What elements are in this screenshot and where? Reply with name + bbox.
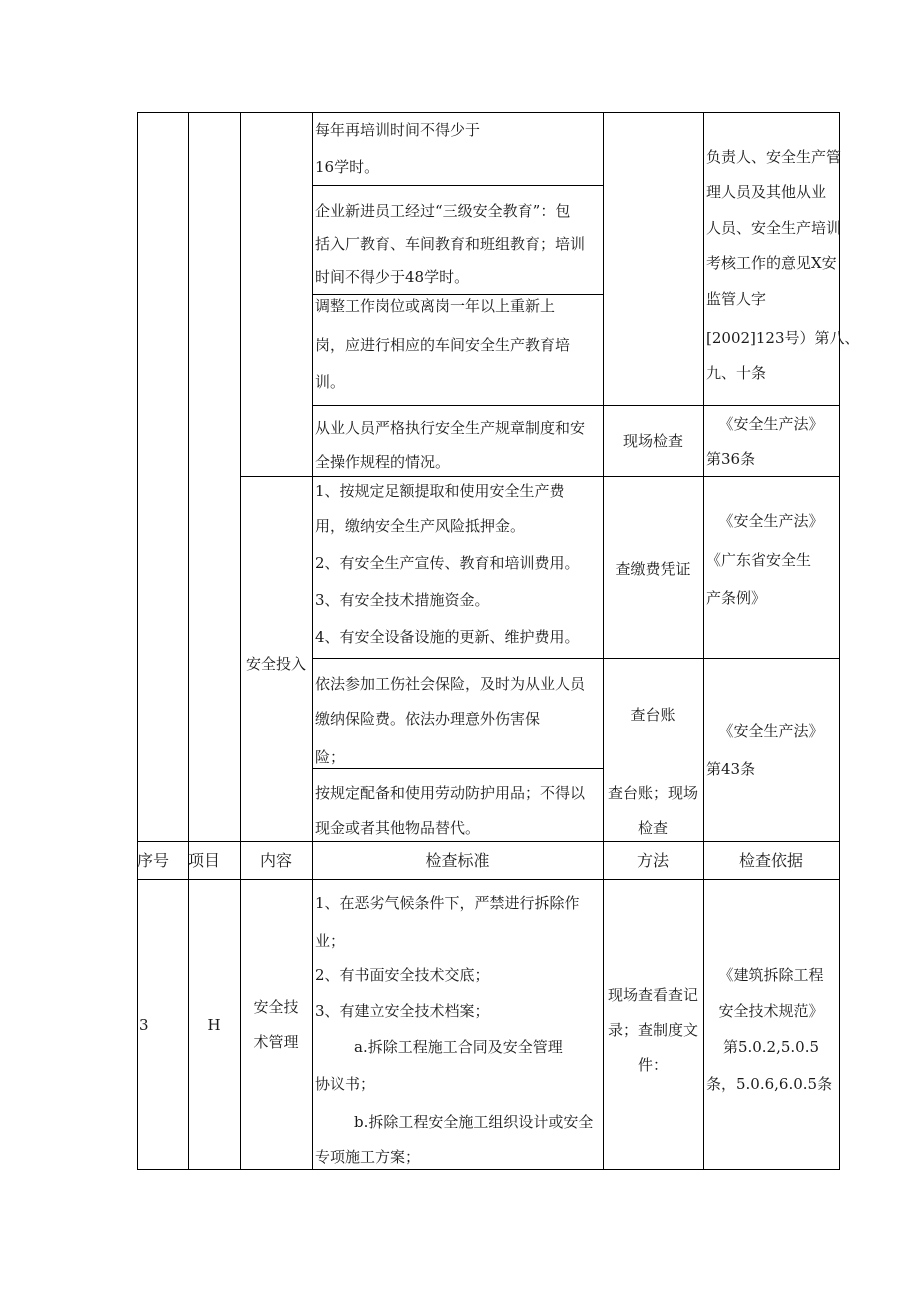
text-line: 检查	[637, 819, 668, 837]
text-line: a.拆除工程施工合同及安全管理	[354, 1038, 563, 1056]
rule	[137, 841, 840, 842]
text-line: b.拆除工程安全施工组织设计或安全	[354, 1113, 594, 1131]
text-line: 按规定配备和使用劳动防护用品；不得以	[315, 784, 586, 802]
text-line: 依法参加工伤社会保险，及时为从业人员	[315, 675, 586, 693]
text-line: [2002]123号）第八、	[706, 329, 860, 347]
rule	[137, 1169, 840, 1170]
rule	[312, 658, 840, 659]
rule	[839, 112, 840, 1170]
text-line: 录；查制度文	[607, 1021, 698, 1039]
text-line: 考核工作的意见X安	[706, 254, 837, 272]
text-line: 理人员及其他从业	[706, 183, 827, 201]
text-line: 《广东省安全生	[706, 551, 812, 569]
text-line: 时间不得少于48学时。	[315, 268, 470, 286]
text-line: 从业人员严格执行安全生产规章制度和安	[315, 419, 586, 437]
text-line: 企业新进员工经过“三级安全教育”：包	[315, 202, 571, 220]
text-line: 产条例》	[706, 589, 767, 607]
text-line: 岗，应进行相应的车间安全生产教育培	[315, 336, 571, 354]
header-basis: 检查依据	[738, 851, 803, 870]
text-line: 第5.0.2,5.0.5	[722, 1038, 820, 1056]
rule	[137, 112, 840, 113]
text-line: 协议书；	[315, 1075, 376, 1093]
rule	[312, 768, 604, 769]
text-line: 缴纳保险费。依法办理意外伤害保	[315, 710, 541, 728]
text-line: 现场查看查记	[607, 986, 698, 1004]
text-line: 1、在恶劣气候条件下，严禁进行拆除作	[315, 894, 580, 912]
text-line: 业；	[315, 932, 346, 950]
text-line: 调整工作岗位或离岗一年以上重新上	[315, 297, 556, 315]
text-line: 3、有安全技术措施资金。	[315, 591, 490, 609]
section3-item: H	[207, 1016, 221, 1034]
text-line: 3、有建立安全技术档案；	[315, 1002, 490, 1020]
text-line: 用，缴纳安全生产风险抵押金。	[315, 517, 526, 535]
text-line: 2、有安全生产宣传、教育和培训费用。	[315, 554, 580, 572]
investment-content: 安全投入	[245, 655, 306, 673]
text-line: 监管人字	[706, 290, 767, 308]
text-line: 现金或者其他物品替代。	[315, 819, 481, 837]
text-line: 全操作规程的情况。	[315, 453, 451, 471]
text-line: 九、十条	[706, 364, 767, 382]
text-line: 安全技术规范》	[718, 1002, 824, 1020]
header-item: 项目	[188, 851, 221, 870]
text-line: 第36条	[706, 450, 756, 468]
text-line: 括入厂教育、车间教育和班组教育；培训	[315, 235, 586, 253]
header-content: 内容	[259, 851, 292, 870]
text-line: 安全技	[253, 998, 299, 1016]
text-line: 2、有书面安全技术交底；	[315, 966, 490, 984]
text-line: 每年再培训时间不得少于	[315, 121, 481, 139]
text-line: 查台账；现场	[607, 784, 698, 802]
text-line: 专项施工方案；	[315, 1148, 421, 1166]
text-line: 1、按规定足额提取和使用安全生产费	[315, 482, 565, 500]
rule	[312, 112, 313, 1170]
text-line: 险；	[315, 748, 346, 766]
text-line: 术管理	[253, 1033, 299, 1051]
text-line: 第43条	[706, 760, 756, 778]
header-standard: 检查标准	[425, 851, 490, 870]
rule	[137, 879, 840, 880]
header-method: 方法	[636, 851, 669, 870]
text-line: 4、有安全设备设施的更新、维护费用。	[315, 628, 580, 646]
text-line: 件：	[637, 1056, 668, 1074]
text-line: 16学时。	[315, 158, 380, 176]
text-line: 负责人、安全生产管	[706, 148, 842, 166]
text-line: 《建筑拆除工程	[718, 966, 824, 984]
investment-method-1: 查缴费凭证	[615, 560, 691, 578]
header-seq: 序号	[137, 851, 170, 870]
text-line: 《安全生产法》	[718, 415, 824, 433]
section3-seq: 3	[139, 1016, 149, 1034]
text-line: 《安全生产法》	[718, 722, 824, 740]
text-line: 训。	[315, 373, 346, 391]
text-line: 《安全生产法》	[718, 512, 824, 530]
investment-method-2: 查台账	[630, 706, 676, 724]
training-method-4: 现场检查	[622, 432, 683, 450]
rule	[137, 112, 138, 1170]
text-line: 条，5.0.6,6.0.5条	[706, 1075, 833, 1093]
text-line: 人员、安全生产培训	[706, 219, 842, 237]
